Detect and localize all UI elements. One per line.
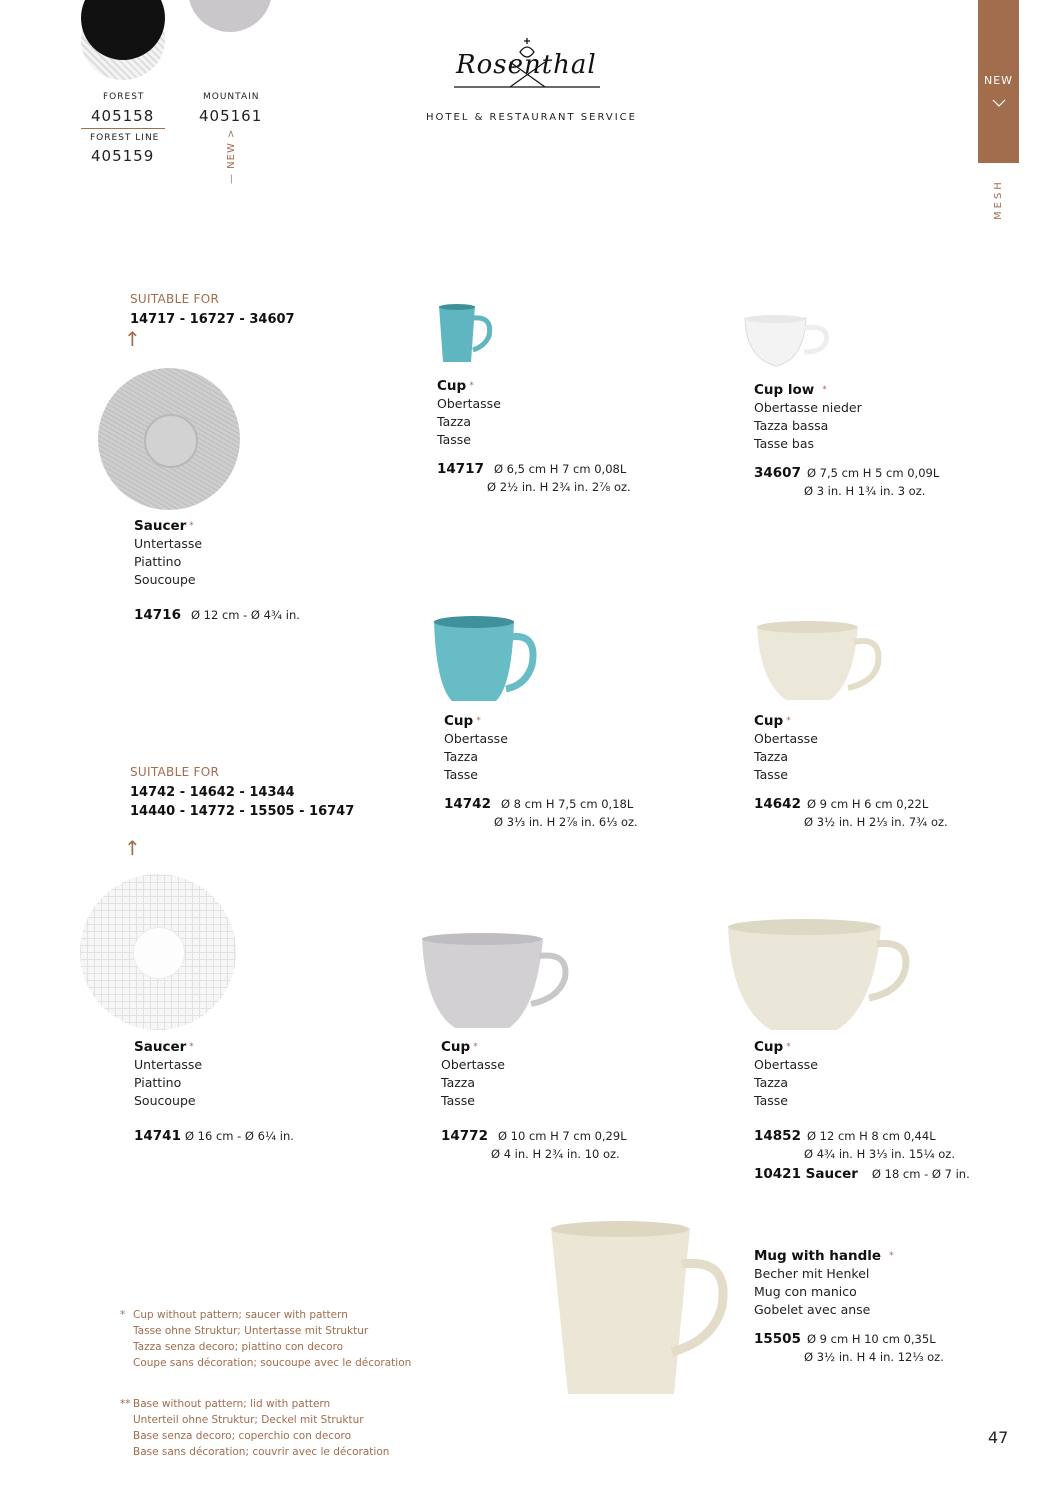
item-de: Untertasse bbox=[134, 1057, 203, 1072]
suitable-for-codes-2b: 14440 - 14772 - 15505 - 16747 bbox=[130, 804, 355, 819]
new-side-tab bbox=[978, 0, 1019, 163]
item-name: Cup bbox=[441, 1039, 471, 1055]
item-star: * bbox=[786, 716, 791, 726]
item-dims: Ø 12 cm - Ø 4¾ in. bbox=[190, 608, 300, 622]
item-mug-15505 bbox=[754, 1247, 944, 1366]
cup-low-34607-image bbox=[744, 314, 832, 368]
suitable-for-codes-1: 14717 - 16727 - 34607 bbox=[130, 312, 295, 327]
item-name: Cup bbox=[437, 378, 467, 394]
arrow-up-icon: ↑ bbox=[124, 327, 141, 351]
item-cup-14852 bbox=[754, 1038, 970, 1183]
item-fr: Tasse bas bbox=[754, 436, 815, 451]
item-code: 14642 bbox=[754, 796, 801, 812]
item-dims-imperial: Ø 3 in. H 1¾ in. 3 oz. bbox=[804, 484, 926, 498]
mountain-label: MOUNTAIN bbox=[203, 92, 260, 102]
item-star: * bbox=[786, 1042, 791, 1052]
item-code: 14716 bbox=[134, 607, 181, 623]
item-cup-14717 bbox=[437, 377, 631, 496]
footnote-line: Cup without pattern; saucer with pattern bbox=[133, 1309, 348, 1321]
item-dims: Ø 9 cm H 6 cm 0,22L bbox=[806, 797, 929, 811]
item-cup-14742 bbox=[444, 712, 638, 831]
cup-14717-image bbox=[437, 304, 497, 364]
item-it: Tazza bbox=[754, 749, 789, 764]
footnote-mark: ** bbox=[120, 1398, 131, 1410]
item-star: * bbox=[469, 381, 474, 391]
item-de: Obertasse bbox=[754, 731, 818, 746]
saucer-14716-image bbox=[98, 368, 240, 510]
item-code: 14717 bbox=[437, 461, 484, 477]
cup-14772-image bbox=[421, 932, 571, 1030]
brand-subtitle: HOTEL & RESTAURANT SERVICE bbox=[426, 112, 637, 123]
footnote-line: Unterteil ohne Struktur; Deckel mit Struktur bbox=[133, 1414, 364, 1426]
item-name: Mug with handle bbox=[754, 1248, 882, 1264]
item-cup-14642 bbox=[754, 712, 948, 831]
item-it: Mug con manico bbox=[754, 1284, 857, 1299]
item-code: 14852 bbox=[754, 1128, 801, 1144]
item-star: * bbox=[189, 1042, 194, 1052]
item-name: Saucer bbox=[134, 518, 187, 534]
item-dims-imperial: Ø 3⅓ in. H 2⅞ in. 6⅓ oz. bbox=[494, 815, 638, 829]
footnote-line: Tasse ohne Struktur; Untertasse mit Struktur bbox=[133, 1325, 369, 1337]
item-code: 15505 bbox=[754, 1331, 801, 1347]
item-fr: Soucoupe bbox=[134, 1093, 196, 1108]
saucer-10421-dims: Ø 18 cm - Ø 7 in. bbox=[871, 1167, 970, 1181]
mountain-swatch bbox=[188, 0, 272, 32]
item-code: 34607 bbox=[754, 465, 801, 481]
item-dims: Ø 6,5 cm H 7 cm 0,08L bbox=[493, 462, 627, 476]
item-de: Obertasse bbox=[441, 1057, 505, 1072]
forest-line-label: FOREST LINE bbox=[90, 133, 160, 143]
item-dims-imperial: Ø 4¾ in. H 3⅓ in. 15¼ oz. bbox=[804, 1147, 955, 1161]
footnote-line: Coupe sans décoration; soucoupe avec le décoration bbox=[133, 1357, 412, 1369]
cup-14852-image bbox=[727, 918, 913, 1032]
item-de: Obertasse bbox=[444, 731, 508, 746]
item-dims-imperial: Ø 3½ in. H 4 in. 12⅓ oz. bbox=[804, 1350, 944, 1364]
saucer-14741-image bbox=[80, 874, 236, 1030]
item-it: Tazza bbox=[444, 749, 479, 764]
mug-15505-image bbox=[550, 1220, 736, 1396]
item-de: Obertasse bbox=[437, 396, 501, 411]
item-de: Obertasse bbox=[754, 1057, 818, 1072]
cup-14742-image bbox=[432, 615, 538, 703]
item-it: Tazza bassa bbox=[754, 418, 829, 433]
item-dims-imperial: Ø 2½ in. H 2¾ in. 2⅞ oz. bbox=[487, 480, 631, 494]
side-tab-new-label: NEW bbox=[984, 74, 1014, 87]
item-dims: Ø 12 cm H 8 cm 0,44L bbox=[806, 1129, 936, 1143]
footnote-double bbox=[120, 1396, 389, 1460]
item-name: Cup bbox=[754, 1039, 784, 1055]
item-dims: Ø 10 cm H 7 cm 0,29L bbox=[497, 1129, 627, 1143]
suitable-for-codes-2a: 14742 - 14642 - 14344 bbox=[130, 785, 295, 800]
footnote-line: Base sans décoration; couvrir avec le décoration bbox=[133, 1446, 390, 1458]
item-fr: Tasse bbox=[444, 767, 478, 782]
new-marker: — NEW > bbox=[226, 128, 237, 184]
item-it: Piattino bbox=[134, 1075, 182, 1090]
collection-name-vertical: MESH bbox=[993, 179, 1004, 220]
item-saucer-14716 bbox=[134, 517, 300, 624]
item-dims: Ø 7,5 cm H 5 cm 0,09L bbox=[806, 466, 940, 480]
item-code: 14772 bbox=[441, 1128, 488, 1144]
item-star: * bbox=[473, 1042, 478, 1052]
forest-code: 405158 bbox=[91, 107, 155, 125]
forest-label: FOREST bbox=[103, 92, 145, 102]
item-it: Tazza bbox=[437, 414, 472, 429]
chevron-down-icon bbox=[992, 99, 1006, 107]
item-it: Tazza bbox=[754, 1075, 789, 1090]
item-code: 14741 bbox=[134, 1128, 181, 1144]
item-fr: Soucoupe bbox=[134, 572, 196, 587]
item-name: Cup bbox=[444, 713, 474, 729]
item-name: Saucer bbox=[134, 1039, 187, 1055]
item-de: Becher mit Henkel bbox=[754, 1266, 870, 1281]
item-de: Obertasse nieder bbox=[754, 400, 862, 415]
item-fr: Tasse bbox=[437, 432, 471, 447]
arrow-up-icon: ↑ bbox=[124, 836, 141, 860]
item-fr: Tasse bbox=[441, 1093, 475, 1108]
item-cup-low-34607 bbox=[754, 381, 939, 500]
item-dims: Ø 16 cm - Ø 6¼ in. bbox=[184, 1129, 294, 1143]
item-cup-14772 bbox=[441, 1038, 627, 1163]
item-saucer-14741 bbox=[134, 1038, 294, 1145]
item-star: * bbox=[822, 385, 827, 395]
item-dims-imperial: Ø 3½ in. H 2⅓ in. 7¾ oz. bbox=[804, 815, 948, 829]
page-number: 47 bbox=[988, 1428, 1009, 1447]
item-de: Untertasse bbox=[134, 536, 203, 551]
saucer-10421-code: 10421 Saucer bbox=[754, 1166, 858, 1182]
brand-logo-text: Rosenthal bbox=[456, 50, 597, 80]
item-fr: Tasse bbox=[754, 767, 788, 782]
suitable-for-title-1: SUITABLE FOR bbox=[130, 292, 220, 306]
footnote-line: Base without pattern; lid with pattern bbox=[133, 1398, 331, 1410]
item-fr: Tasse bbox=[754, 1093, 788, 1108]
footnote-line: Base senza decoro; coperchio con decoro bbox=[133, 1430, 352, 1442]
pattern-divider bbox=[81, 128, 165, 129]
item-star: * bbox=[476, 716, 481, 726]
item-it: Piattino bbox=[134, 554, 182, 569]
mountain-code: 405161 bbox=[199, 107, 263, 125]
item-dims: Ø 9 cm H 10 cm 0,35L bbox=[806, 1332, 936, 1346]
forest-line-code: 405159 bbox=[91, 147, 155, 165]
footnote-line: Tazza senza decoro; piattino con decoro bbox=[133, 1341, 344, 1353]
item-dims-imperial: Ø 4 in. H 2¾ in. 10 oz. bbox=[491, 1147, 620, 1161]
rosenthal-logo bbox=[450, 32, 610, 92]
item-dims: Ø 8 cm H 7,5 cm 0,18L bbox=[500, 797, 634, 811]
footnote-single bbox=[120, 1307, 411, 1371]
footnote-mark: * bbox=[120, 1309, 126, 1321]
item-fr: Gobelet avec anse bbox=[754, 1302, 871, 1317]
item-code: 14742 bbox=[444, 796, 491, 812]
item-name: Cup low bbox=[754, 382, 815, 398]
suitable-for-title-2: SUITABLE FOR bbox=[130, 765, 220, 779]
item-star: * bbox=[189, 521, 194, 531]
item-it: Tazza bbox=[441, 1075, 476, 1090]
item-name: Cup bbox=[754, 713, 784, 729]
cup-14642-image bbox=[756, 620, 884, 702]
item-star: * bbox=[889, 1251, 894, 1261]
